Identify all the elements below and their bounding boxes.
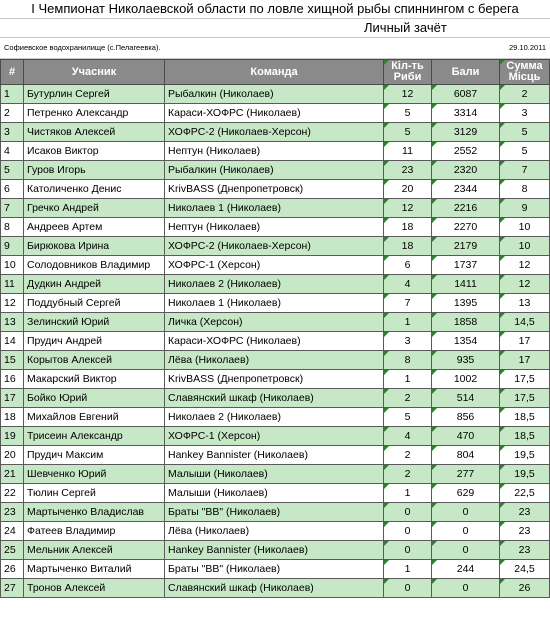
- cell-participant[interactable]: Мельник Алексей: [24, 541, 165, 560]
- cell-points[interactable]: 0: [432, 579, 500, 598]
- cell-sum-places[interactable]: 5: [500, 123, 550, 142]
- cell-fish-count[interactable]: 4: [384, 427, 432, 446]
- cell-fish-count[interactable]: 2: [384, 389, 432, 408]
- cell-team[interactable]: Караси-ХОФРС (Николаев): [165, 332, 384, 351]
- cell-participant[interactable]: Исаков Виктор: [24, 142, 165, 161]
- cell-points[interactable]: 3129: [432, 123, 500, 142]
- cell-participant[interactable]: Поддубный Сергей: [24, 294, 165, 313]
- cell-participant[interactable]: Макарский Виктор: [24, 370, 165, 389]
- cell-points[interactable]: 6087: [432, 85, 500, 104]
- table-row[interactable]: [1, 275, 550, 294]
- cell-sum-places[interactable]: 14,5: [500, 313, 550, 332]
- cell-sum-places[interactable]: 8: [500, 180, 550, 199]
- cell-points[interactable]: 3314: [432, 104, 500, 123]
- cell-points[interactable]: 629: [432, 484, 500, 503]
- cell-points[interactable]: 1002: [432, 370, 500, 389]
- cell-participant[interactable]: Прудич Андрей: [24, 332, 165, 351]
- cell-participant[interactable]: Гречко Андрей: [24, 199, 165, 218]
- cell-sum-places[interactable]: 3: [500, 104, 550, 123]
- table-row[interactable]: [1, 541, 550, 560]
- cell-team[interactable]: Рыбалкин (Николаев): [165, 161, 384, 180]
- col-header-sum-places[interactable]: Сумма Місць: [500, 60, 550, 85]
- results-table: [0, 59, 550, 598]
- table-row[interactable]: [1, 256, 550, 275]
- cell-participant[interactable]: Тюлин Сергей: [24, 484, 165, 503]
- cell-team[interactable]: Рыбалкин (Николаев): [165, 85, 384, 104]
- cell-points[interactable]: 935: [432, 351, 500, 370]
- cell-fish-count[interactable]: 4: [384, 275, 432, 294]
- cell-rank[interactable]: 20: [1, 446, 24, 465]
- cell-participant[interactable]: Гуров Игорь: [24, 161, 165, 180]
- cell-team[interactable]: Николаев 2 (Николаев): [165, 275, 384, 294]
- cell-fish-count[interactable]: 0: [384, 503, 432, 522]
- table-row[interactable]: [1, 560, 550, 579]
- header-row: [1, 60, 550, 85]
- cell-sum-places[interactable]: 9: [500, 199, 550, 218]
- cell-participant[interactable]: Чистяков Алексей: [24, 123, 165, 142]
- cell-fish-count[interactable]: 20: [384, 180, 432, 199]
- cell-sum-places[interactable]: 19,5: [500, 465, 550, 484]
- cell-fish-count[interactable]: 2: [384, 446, 432, 465]
- cell-points[interactable]: 2179: [432, 237, 500, 256]
- cell-participant[interactable]: Тронов Алексей: [24, 579, 165, 598]
- cell-rank[interactable]: 8: [1, 218, 24, 237]
- cell-points[interactable]: 2344: [432, 180, 500, 199]
- cell-rank[interactable]: 22: [1, 484, 24, 503]
- cell-sum-places[interactable]: 18,5: [500, 427, 550, 446]
- cell-team[interactable]: ХОФРС-2 (Николаев-Херсон): [165, 237, 384, 256]
- cell-sum-places[interactable]: 22,5: [500, 484, 550, 503]
- cell-participant[interactable]: Бирюкова Ирина: [24, 237, 165, 256]
- location-label: Софиевское водохранилище (с.Пелагеевка).: [4, 43, 161, 52]
- table-row[interactable]: [1, 218, 550, 237]
- cell-fish-count[interactable]: 5: [384, 104, 432, 123]
- cell-points[interactable]: 277: [432, 465, 500, 484]
- cell-sum-places[interactable]: 19,5: [500, 446, 550, 465]
- cell-fish-count[interactable]: 18: [384, 218, 432, 237]
- cell-points[interactable]: 804: [432, 446, 500, 465]
- cell-points[interactable]: 0: [432, 541, 500, 560]
- cell-fish-count[interactable]: 6: [384, 256, 432, 275]
- cell-rank[interactable]: 9: [1, 237, 24, 256]
- table-row[interactable]: [1, 142, 550, 161]
- cell-points[interactable]: 2270: [432, 218, 500, 237]
- cell-participant[interactable]: Михайлов Евгений: [24, 408, 165, 427]
- cell-sum-places[interactable]: 12: [500, 275, 550, 294]
- cell-fish-count[interactable]: 1: [384, 370, 432, 389]
- cell-rank[interactable]: 26: [1, 560, 24, 579]
- cell-fish-count[interactable]: 1: [384, 560, 432, 579]
- table-row[interactable]: [1, 199, 550, 218]
- cell-participant[interactable]: Фатеев Владимир: [24, 522, 165, 541]
- col-header-num[interactable]: #: [1, 60, 24, 85]
- cell-participant[interactable]: Корытов Алексей: [24, 351, 165, 370]
- cell-rank[interactable]: 21: [1, 465, 24, 484]
- cell-fish-count[interactable]: 7: [384, 294, 432, 313]
- cell-points[interactable]: 1737: [432, 256, 500, 275]
- cell-team[interactable]: Браты "ВВ" (Николаев): [165, 560, 384, 579]
- table-row[interactable]: [1, 313, 550, 332]
- cell-team[interactable]: KrivBASS (Днепропетровск): [165, 180, 384, 199]
- cell-participant[interactable]: Прудич Максим: [24, 446, 165, 465]
- cell-participant[interactable]: Андреев Артем: [24, 218, 165, 237]
- cell-rank[interactable]: 10: [1, 256, 24, 275]
- cell-rank[interactable]: 27: [1, 579, 24, 598]
- table-row[interactable]: [1, 427, 550, 446]
- table-row[interactable]: [1, 389, 550, 408]
- cell-rank[interactable]: 23: [1, 503, 24, 522]
- cell-sum-places[interactable]: 23: [500, 541, 550, 560]
- table-row[interactable]: [1, 294, 550, 313]
- cell-fish-count[interactable]: 1: [384, 484, 432, 503]
- cell-points[interactable]: 2552: [432, 142, 500, 161]
- cell-points[interactable]: 1411: [432, 275, 500, 294]
- cell-rank[interactable]: 4: [1, 142, 24, 161]
- cell-team[interactable]: Славянский шкаф (Николаев): [165, 579, 384, 598]
- cell-rank[interactable]: 6: [1, 180, 24, 199]
- cell-points[interactable]: 2216: [432, 199, 500, 218]
- cell-team[interactable]: Малыши (Николаев): [165, 484, 384, 503]
- table-row[interactable]: [1, 465, 550, 484]
- cell-rank[interactable]: 13: [1, 313, 24, 332]
- table-row[interactable]: [1, 123, 550, 142]
- cell-sum-places[interactable]: 12: [500, 256, 550, 275]
- cell-points[interactable]: 0: [432, 503, 500, 522]
- cell-rank[interactable]: 2: [1, 104, 24, 123]
- cell-points[interactable]: 1354: [432, 332, 500, 351]
- cell-team[interactable]: Нептун (Николаев): [165, 218, 384, 237]
- cell-team[interactable]: ХОФРС-1 (Херсон): [165, 256, 384, 275]
- cell-sum-places[interactable]: 18,5: [500, 408, 550, 427]
- table-row[interactable]: [1, 408, 550, 427]
- cell-participant[interactable]: Бутурлин Сергей: [24, 85, 165, 104]
- cell-points[interactable]: 2320: [432, 161, 500, 180]
- cell-participant[interactable]: Солодовников Владимир: [24, 256, 165, 275]
- cell-sum-places[interactable]: 7: [500, 161, 550, 180]
- cell-participant[interactable]: Мартыченко Владислав: [24, 503, 165, 522]
- cell-sum-places[interactable]: 23: [500, 522, 550, 541]
- cell-team[interactable]: ХОФРС-2 (Николаев-Херсон): [165, 123, 384, 142]
- cell-participant[interactable]: Дудкин Андрей: [24, 275, 165, 294]
- cell-sum-places[interactable]: 10: [500, 218, 550, 237]
- table-row[interactable]: [1, 484, 550, 503]
- table-row[interactable]: [1, 503, 550, 522]
- cell-sum-places[interactable]: 26: [500, 579, 550, 598]
- table-row[interactable]: [1, 446, 550, 465]
- table-row[interactable]: [1, 370, 550, 389]
- table-row[interactable]: [1, 351, 550, 370]
- cell-sum-places[interactable]: 17,5: [500, 389, 550, 408]
- cell-rank[interactable]: 7: [1, 199, 24, 218]
- cell-sum-places[interactable]: 5: [500, 142, 550, 161]
- cell-points[interactable]: 470: [432, 427, 500, 446]
- standings-subtitle: Личный зачёт: [364, 20, 447, 35]
- results-body: [1, 85, 550, 598]
- cell-participant[interactable]: Петренко Александр: [24, 104, 165, 123]
- table-row[interactable]: [1, 237, 550, 256]
- cell-rank[interactable]: 25: [1, 541, 24, 560]
- table-row[interactable]: [1, 161, 550, 180]
- cell-team[interactable]: ХОФРС-1 (Херсон): [165, 427, 384, 446]
- cell-rank[interactable]: 17: [1, 389, 24, 408]
- cell-team[interactable]: Караси-ХОФРС (Николаев): [165, 104, 384, 123]
- cell-fish-count[interactable]: 0: [384, 522, 432, 541]
- cell-sum-places[interactable]: 23: [500, 503, 550, 522]
- cell-fish-count[interactable]: 0: [384, 579, 432, 598]
- cell-points[interactable]: 0: [432, 522, 500, 541]
- cell-fish-count[interactable]: 5: [384, 123, 432, 142]
- cell-fish-count[interactable]: 11: [384, 142, 432, 161]
- col-header-team[interactable]: Команда: [165, 60, 384, 85]
- cell-sum-places[interactable]: 13: [500, 294, 550, 313]
- cell-team[interactable]: Лёва (Николаев): [165, 351, 384, 370]
- cell-fish-count[interactable]: 18: [384, 237, 432, 256]
- cell-sum-places[interactable]: 17: [500, 351, 550, 370]
- championship-title: I Чемпионат Николаевской области по ловле хищной рыбы спиннингом с берега: [0, 0, 550, 19]
- cell-team[interactable]: Николаев 1 (Николаев): [165, 294, 384, 313]
- cell-team[interactable]: Николаев 1 (Николаев): [165, 199, 384, 218]
- table-row[interactable]: [1, 579, 550, 598]
- cell-points[interactable]: 856: [432, 408, 500, 427]
- cell-rank[interactable]: 16: [1, 370, 24, 389]
- cell-fish-count[interactable]: 2: [384, 465, 432, 484]
- cell-points[interactable]: 1858: [432, 313, 500, 332]
- cell-team[interactable]: Браты "ВВ" (Николаев): [165, 503, 384, 522]
- col-header-participant[interactable]: Учасник: [24, 60, 165, 85]
- cell-fish-count[interactable]: 1: [384, 313, 432, 332]
- cell-participant[interactable]: Католиченко Денис: [24, 180, 165, 199]
- table-row[interactable]: [1, 522, 550, 541]
- cell-sum-places[interactable]: 24,5: [500, 560, 550, 579]
- cell-participant[interactable]: Трисеин Александр: [24, 427, 165, 446]
- info-row: [0, 38, 550, 59]
- cell-points[interactable]: 514: [432, 389, 500, 408]
- cell-rank[interactable]: 1: [1, 85, 24, 104]
- cell-rank[interactable]: 3: [1, 123, 24, 142]
- cell-team[interactable]: Нептун (Николаев): [165, 142, 384, 161]
- cell-rank[interactable]: 15: [1, 351, 24, 370]
- table-row[interactable]: [1, 85, 550, 104]
- cell-fish-count[interactable]: 8: [384, 351, 432, 370]
- cell-fish-count[interactable]: 12: [384, 85, 432, 104]
- cell-team[interactable]: Hankey Bannister (Николаев): [165, 541, 384, 560]
- cell-fish-count[interactable]: 23: [384, 161, 432, 180]
- cell-rank[interactable]: 5: [1, 161, 24, 180]
- table-row[interactable]: [1, 332, 550, 351]
- cell-sum-places[interactable]: 2: [500, 85, 550, 104]
- cell-team[interactable]: KrivBASS (Днепропетровск): [165, 370, 384, 389]
- cell-fish-count[interactable]: 3: [384, 332, 432, 351]
- subtitle-row: [0, 19, 550, 38]
- cell-sum-places[interactable]: 17: [500, 332, 550, 351]
- col-header-points[interactable]: Бали: [432, 60, 500, 85]
- cell-participant[interactable]: Шевченко Юрий: [24, 465, 165, 484]
- cell-team[interactable]: Славянский шкаф (Николаев): [165, 389, 384, 408]
- cell-rank[interactable]: 14: [1, 332, 24, 351]
- cell-participant[interactable]: Зелинский Юрий: [24, 313, 165, 332]
- cell-rank[interactable]: 18: [1, 408, 24, 427]
- cell-team[interactable]: Hankey Bannister (Николаев): [165, 446, 384, 465]
- cell-points[interactable]: 244: [432, 560, 500, 579]
- cell-fish-count[interactable]: 5: [384, 408, 432, 427]
- cell-points[interactable]: 1395: [432, 294, 500, 313]
- date-label: 29.10.2011: [509, 43, 546, 52]
- cell-rank[interactable]: 24: [1, 522, 24, 541]
- cell-rank[interactable]: 19: [1, 427, 24, 446]
- cell-participant[interactable]: Бойко Юрий: [24, 389, 165, 408]
- cell-sum-places[interactable]: 17,5: [500, 370, 550, 389]
- cell-team[interactable]: Лёва (Николаев): [165, 522, 384, 541]
- cell-rank[interactable]: 12: [1, 294, 24, 313]
- cell-team[interactable]: Личка (Херсон): [165, 313, 384, 332]
- cell-rank[interactable]: 11: [1, 275, 24, 294]
- col-header-fish-count[interactable]: Кіл-ть Риби: [384, 60, 432, 85]
- cell-fish-count[interactable]: 0: [384, 541, 432, 560]
- table-row[interactable]: [1, 104, 550, 123]
- cell-participant[interactable]: Мартыченко Виталий: [24, 560, 165, 579]
- cell-sum-places[interactable]: 10: [500, 237, 550, 256]
- cell-team[interactable]: Малыши (Николаев): [165, 465, 384, 484]
- table-row[interactable]: [1, 180, 550, 199]
- cell-team[interactable]: Николаев 2 (Николаев): [165, 408, 384, 427]
- cell-fish-count[interactable]: 12: [384, 199, 432, 218]
